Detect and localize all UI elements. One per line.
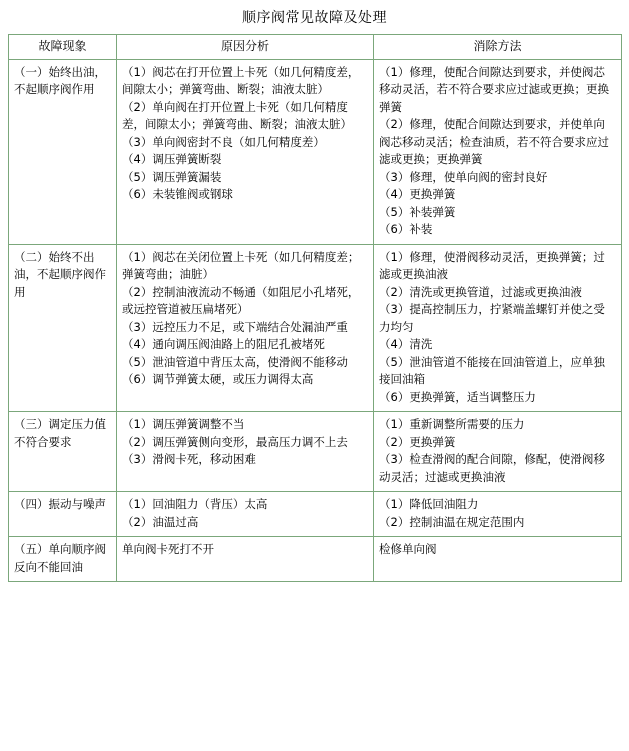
remedy-item: （1）降低回油阻力: [379, 497, 479, 511]
table-header-row: [9, 35, 622, 60]
cause-item: （1）阀芯在打开位置上卡死（如几何精度差，间隙太小；弹簧弯曲、断裂；油液太脏）: [122, 64, 360, 96]
fault-phenomenon-text: （二）始终不出油，不起顺序阀作用: [14, 249, 106, 299]
cause-item: （4）调压弹簧断裂: [122, 152, 222, 166]
cause-item: （3）远控压力不足，或下端结合处漏油严重: [122, 319, 348, 334]
remedy-item: （1）重新调整所需要的压力: [379, 417, 525, 431]
remedy-item: （2）更换弹簧: [379, 434, 456, 449]
cause-analysis-cell: [117, 244, 374, 412]
column-header-remedy: 消除方法: [374, 35, 622, 60]
remedy-item: （2）控制油温在规定范围内: [379, 514, 525, 529]
cause-item: （6）未装锥阀或钢球: [122, 187, 233, 201]
table-body: [9, 59, 622, 582]
cause-item: （2）控制油液流动不畅通（如阻尼小孔堵死，或远控管道被压扁堵死）: [122, 284, 360, 316]
fault-phenomenon-cell: [9, 537, 117, 582]
table-row: [9, 244, 622, 412]
fault-phenomenon-cell: [9, 59, 117, 244]
column-header-cause: 原因分析: [117, 35, 374, 60]
table-row: [9, 59, 622, 244]
cause-analysis-cell: [117, 537, 374, 582]
column-header-phenomenon: 故障现象: [9, 35, 117, 60]
table-row: [9, 537, 622, 582]
remedy-item: （4）更换弹簧: [379, 187, 456, 201]
cause-item: （2）油温过高: [122, 514, 199, 529]
remedy-cell: [374, 59, 622, 244]
fault-phenomenon-cell: [9, 412, 117, 492]
page-title: 顺序阀常见故障及处理: [242, 10, 387, 26]
remedy-item: （4）清洗: [379, 337, 433, 351]
remedy-item: （5）补装弹簧: [379, 204, 456, 219]
remedy-item: （5）泄油管道不能接在回油管道上，应单独接回油箱: [379, 354, 605, 386]
fault-phenomenon-text: （一）始终出油，不起顺序阀作用: [14, 64, 106, 96]
cause-analysis-cell: [117, 492, 374, 537]
remedy-item: （1）修理，使滑阀移动灵活，更换弹簧；过滤或更换油液: [379, 249, 605, 281]
cause-item: （3）滑阀卡死，移动困难: [122, 452, 256, 466]
cause-analysis-cell: [117, 412, 374, 492]
cause-item: （1）阀芯在关闭位置上卡死（如几何精度差；弹簧弯曲；油脏）: [122, 249, 360, 281]
remedy-item: （3）提高控制压力，拧紧端盖螺钉并使之受力均匀: [379, 302, 605, 334]
fault-phenomenon-text: （四）振动与噪声: [14, 497, 106, 511]
cause-item: （2）单向阀在打开位置上卡死（如几何精度差，间隙太小；弹簧弯曲、断裂；油液太脏）: [122, 99, 352, 131]
remedy-item: （3）修理，使单向阀的密封良好: [379, 169, 548, 184]
cause-item: （2）调压弹簧侧向变形，最高压力调不上去: [122, 434, 348, 449]
table-row: [9, 492, 622, 537]
fault-phenomenon-text: （三）调定压力值不符合要求: [14, 417, 106, 449]
remedy-item: 检修单向阀: [379, 542, 437, 556]
fault-phenomenon-text: （五）单向顺序阀反向不能回油: [14, 542, 106, 574]
cause-analysis-cell: [117, 59, 374, 244]
cause-item: （5）调压弹簧漏装: [122, 169, 222, 184]
remedy-item: （1）修理，使配合间隙达到要求，并使阀芯移动灵活，若不符合要求应过滤或更换；更换弹簧: [379, 64, 609, 114]
table-row: [9, 412, 622, 492]
remedy-item: （3）检查滑阀的配合间隙，修配，使滑阀移动灵活；过滤或更换油液: [379, 452, 605, 484]
cause-item: （3）单向阀密封不良（如几何精度差）: [122, 134, 325, 149]
cause-item: （4）通向调压阀油路上的阻尼孔被堵死: [122, 337, 325, 351]
cause-item: （1）调压弹簧调整不当: [122, 417, 245, 431]
fault-phenomenon-cell: [9, 492, 117, 537]
remedy-item: （6）补装: [379, 222, 433, 236]
cause-item: 单向阀卡死打不开: [122, 542, 214, 556]
remedy-item: （2）清洗或更换管道，过滤或更换油液: [379, 284, 582, 299]
remedy-item: （2）修理，使配合间隙达到要求，并使单向阀芯移动灵活；检查油质，若不符合要求应过滤或更换；更换弹簧: [379, 117, 609, 166]
cause-item: （5）泄油管道中背压太高，使滑阀不能移动: [122, 354, 348, 369]
cause-item: （6）调节弹簧太硬，或压力调得太高: [122, 372, 314, 386]
remedy-cell: [374, 537, 622, 582]
remedy-cell: [374, 244, 622, 412]
fault-phenomenon-cell: [9, 244, 117, 412]
cause-item: （1）回油阻力（背压）太高: [122, 497, 268, 511]
remedy-cell: [374, 492, 622, 537]
remedy-item: （6）更换弹簧，适当调整压力: [379, 389, 536, 404]
remedy-cell: [374, 412, 622, 492]
fault-table: [8, 34, 622, 582]
